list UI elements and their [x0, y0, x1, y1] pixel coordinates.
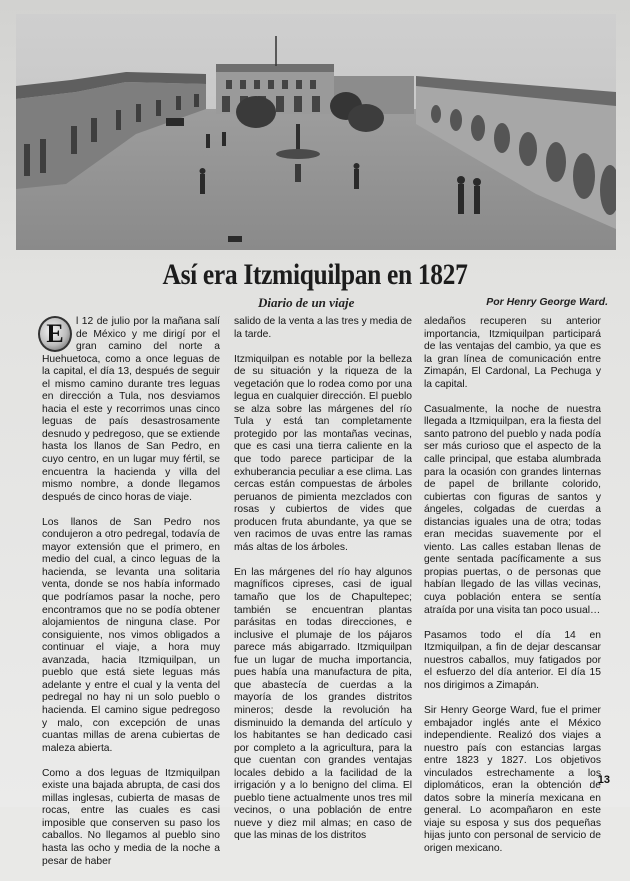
- article-author: Por Henry George Ward.: [486, 296, 608, 308]
- historic-plaza-engraving-icon: [16, 14, 616, 250]
- paragraph: [42, 316, 220, 504]
- paragraph: Itzmiquilpan es notable por la belleza de su situación y la riqueza de la vegetación que lo rodea como por una legua en cualquier dirección. El pueblo se alza sobre las márgenes del río Tula y está tan completamente protegido por las montañas vecinas, que es casi una tierra caliente en la que todo parece participar de la exhuberancia peculiar a ese clima. Las cercas están compuestas de árboles peruanos de pimienta mezclados con rosas y cubiertos de vides que producen fruta abundante, ya que se ven racimos de uvas entre las ramas más altas de los árboles.: [234, 353, 413, 553]
- paragraph: aledaños recuperen su anterior importancia, Itzmiquilpan participará de las ventajas del cambio, ya que es la gran línea de comunicación entre Zimapán, El Cardonal, La Pechuga y la capital.: [424, 316, 601, 390]
- article-subtitle: Diario de un viaje: [258, 295, 355, 310]
- article-title: Así era Itzmiquilpan en 1827: [162, 258, 468, 291]
- paragraph: salido de la venta a las tres y media de la tarde.: [234, 316, 413, 340]
- paragraph: Los llanos de San Pedro nos condujeron a otro pedregal, todavía de mayor extensión que el primero, en medio del cual, a cinco leguas de la hacienda, se levanta una solitaria venta, donde se nos había informado que podríamos pasar la noche, pero encontramos que no se podía obtener alojamientos de ninguna clase. Por consiguiente, nos vimos obligados a continuar el viaje, a hora muy avanzada, hacia Itzmiquilpan, un pueblo que está siete leguas más adelante y entre el cual y la venta del pedregal no hay ni un solo pueblo o hacienda. El camino sigue pedregoso y malo, con excepción de unas cuantas millas de arena cubiertas de maleza abierta.: [42, 516, 220, 754]
- page-number: 13: [597, 774, 610, 786]
- article-column-3: [424, 316, 601, 868]
- plaza-illustration: [16, 14, 616, 250]
- paragraph-text: l 12 de julio por la mañana salí de México y me dirigí por el gran camino del norte a Huehuetoca, como a once leguas de la capital, el día 13, después de seguir el mismo camino durante tres leguas en dirección a Tula, nos desviamos hacia el este y recorrimos unas cinco leguas de país desastrosamente desnudo y pedregoso, que se extiende hasta los llanos de San Pedro, en cuyo centro, en un lugar muy fértil, se encuentra la hacienda y villa del mismo nombre, a donde llegamos después de cinco horas de viaje.: [42, 316, 220, 503]
- paragraph: Pasamos todo el día 14 en Itzmiquilpan, a fin de dejar descansar nuestros caballos, muy fatigados por el esfuerzo del día anterior. El día 15 nos dirigimos a Zimapán.: [424, 629, 601, 691]
- paragraph: En las márgenes del río hay algunos magníficos cipreses, casi de igual tamaño que los de Chapultepec; también se encuentran plantas parásitas en todas direcciones, e inclusive el plumaje de los pájaros parece más abigarrado. Itzmiquilpan fue un lugar de mucha importancia, pues había una manufactura de pita, que abastecía de cuerdas a la mayoría de los grandes distritos mineros; desde la revolución ha disminuido la demanda del artículo y los habitantes se han dedicado casi por completo a la agricultura, para la que cuentan con grandes ventajas locales debido a la facilidad de la irrigación y a lo benigno del clima. El pueblo tiene actualmente unos tres mil vecinos, o una población de entre nueve y diez mil almas; en caso de que las minas de los distritos: [234, 566, 412, 842]
- paragraph: Casualmente, la noche de nuestra llegada a Itzmiquilpan, era la fiesta del santo patrono del pueblo y nada podía ser más curioso que el aspecto de la calle principal, que estaba alumbrada para la ocasión con grandes linternas de papel de brillante colorido, cubiertas con figuras de santos y ángeles, colgadas de cuerdas a distancias iguales una de otra; todas eran mecidas suavemente por el viento. Las calles estaban llenas de gente sentada pacíficamente a sus propias puertas, o de personas que habían llegado de las villas vecinas, cuya población entera se sentía atraída por una visita tan poco usual…: [424, 403, 601, 616]
- article-column-1: [42, 316, 220, 881]
- article-column-2: [234, 316, 412, 856]
- paragraph: Como a dos leguas de Itzmiquilpan existe una bajada abrupta, de casi dos millas inglesas, cubierta de masas de rocas, entre las cuales es casi imposible que conserven su paso los caballos. No llegamos al pueblo sino hasta las ocho y media de la noche a pesar de haber: [42, 767, 220, 867]
- paragraph: Sir Henry George Ward, fue el primer embajador inglés ante el México independiente. Realizó dos viajes a nuestro país con estancias largas entre 1823 y 1827. Los objetivos vinculados estrechamente a los diplomáticos, eran la obtención de datos sobre la minería mexicana en general. Lo acompañaron en este viaje su esposa y sus dos pequeñas hijas junto con personal de servicio de origen mexicano.: [424, 704, 601, 854]
- dropcap-letter: E: [38, 316, 72, 352]
